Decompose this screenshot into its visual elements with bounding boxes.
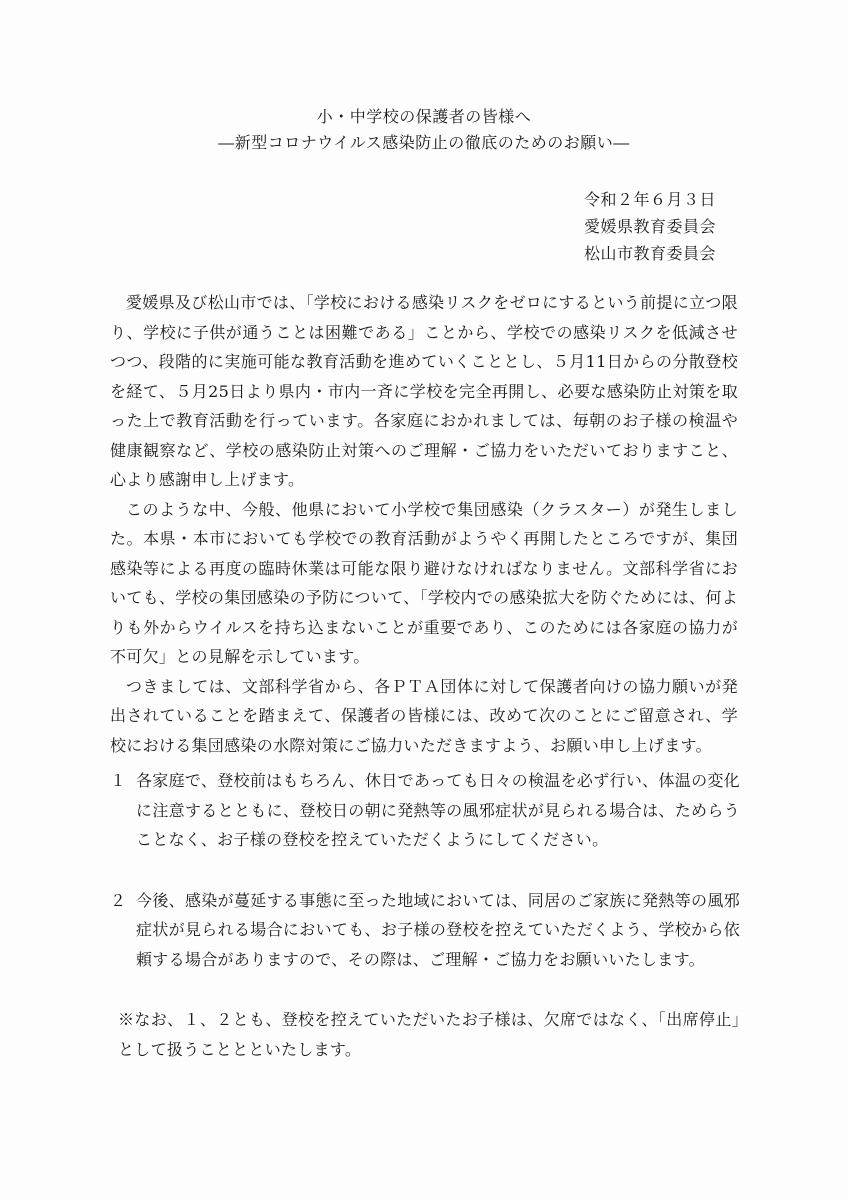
document-title: 小・中学校の保護者の皆様へ	[316, 107, 532, 126]
footnote: ※なお、１、２とも、登校を控えていただいたお子様は、欠席ではなく、「出席停止」として扱うこととといたします。	[118, 1010, 740, 1059]
issuer-block	[584, 186, 784, 267]
request-item-number: ２	[110, 890, 127, 910]
request-item-text: 各家庭で、登校前はもちろん、休日であっても日々の検温を必ず行い、体温の変化に注意するとともに、登校日の朝に発熱等の風邪症状が見られる場合は、ためらうことなく、お子様の登校を控えていただくようにしてください。	[136, 771, 740, 849]
document-subtitle: ―新型コロナウイルス感染防止の徹底のためのお願い―	[218, 133, 630, 152]
body-paragraph: つきましては、文部科学省から、各ＰＴＡ団体に対して保護者向けの協力願いが発出されていることを踏まえて、保護者の皆様には、改めて次のことにご留意され、学校における集団感染の水際対策にご協力いただきますよう、お願い申し上げます。	[110, 676, 738, 755]
request-item	[108, 766, 740, 855]
request-item-text: 今後、感染が蔓延する事態に至った地域においては、同居のご家族に発熱等の風邪症状が見られる場合においても、お子様の登校を控えていただくよう、学校から依頼する場合がありますので、その際は、ご理解・ご協力をお願いいたします。	[136, 890, 740, 969]
issuer-city: 松山市教育委員会	[584, 244, 717, 263]
issue-date: 令和２年６月３日	[584, 190, 717, 209]
body-text	[110, 288, 738, 760]
request-list	[108, 766, 740, 1064]
title-block	[0, 104, 848, 156]
request-item-number: １	[110, 771, 127, 790]
body-paragraph: このような中、今般、他県において小学校で集団感染（クラスター）が発生しました。本県・本市においても学校での教育活動がようやく再開したところですが、集団感染等による再度の臨時休業は可能な限り避けなければなりません。文部科学省においても、学校の集団感染の予防について、「学校内での感染拡大を防ぐためには、何よりも外からウイルスを持ち込まないことが重要であり、このためには各家庭の協力が不可欠」との見解を示しています。	[110, 499, 738, 666]
request-item	[108, 886, 740, 975]
body-paragraph: 愛媛県及び松山市では、「学校における感染リスクをゼロにするという前提に立つ限り、学校に子供が通うことは困難である」ことから、学校での感染リスクを低減させつつ、段階的に実施可能な教育活動を進めていくこととし、５月11日からの分散登校を経て、５月25日より県内・市内一斉に学校を完全再開し、必要な感染防止対策を取った上で教育活動を行っています。各家庭におかれましては、毎朝のお子様の検温や健康観察など、学校の感染防止対策へのご理解・ご協力をいただいておりますこと、心より感謝申し上げます。	[110, 293, 738, 489]
issuer-prefecture: 愛媛県教育委員会	[584, 217, 717, 236]
